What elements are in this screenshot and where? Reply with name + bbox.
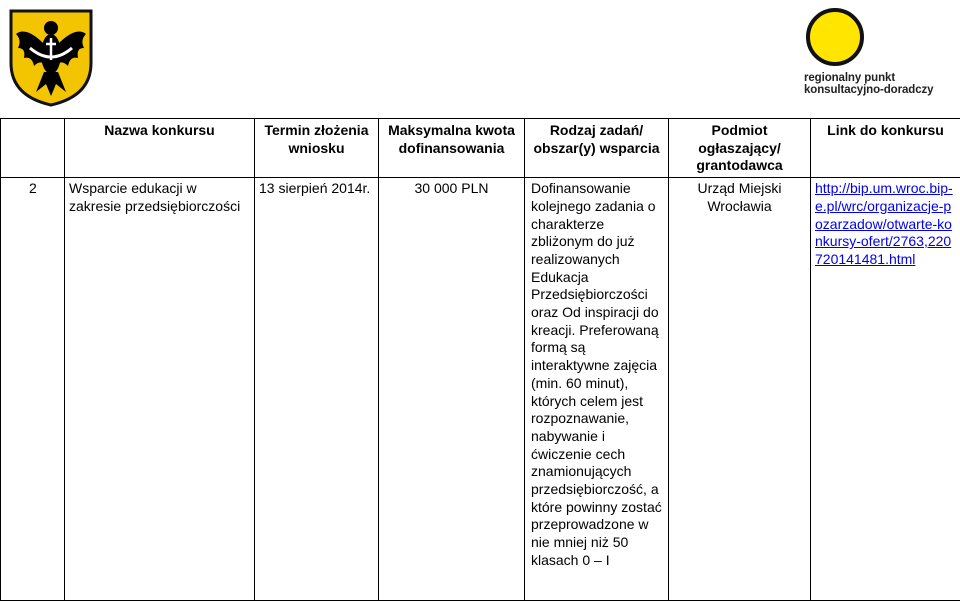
header-amount: Maksymalna kwota dofinansowania [379,119,525,178]
header-entity: Podmiot ogłaszający/ grantodawca [669,119,811,178]
header-type: Rodzaj zadań/ obszar(y) wsparcia [525,119,669,178]
cell-name: Wsparcie edukacji w zakresie przedsiębiorczości [65,178,255,601]
table-header-row [1,119,960,178]
yellow-circle-icon [806,8,864,66]
header-deadline: Termin złożenia wniosku [255,119,379,178]
header-name: Nazwa konkursu [65,119,255,178]
contest-link[interactable]: http://bip.um.wroc.bip-e.pl/wrc/organizacje-pozarzadow/otwarte-konkursy-ofert/2763,220720141481.html [815,180,953,267]
cell-entity: Urząd Miejski Wrocławia [669,178,811,601]
table-row [1,178,960,601]
cell-amount: 30 000 PLN [379,178,525,601]
cell-num: 2 [1,178,65,601]
rpk-logo-text: regionalny punkt konsultacyjno-doradczy [804,72,934,96]
page-header [0,0,960,118]
cell-type: Dofinansowanie kolejnego zadania o charakterze zbliżonym do już realizowanych Edukacja Przedsiębiorczości oraz Od inspiracji do kreacji. Preferowaną formą są interaktywne zajęcia (min. 60 minut), których celem jest rozpoznawanie, nabywanie i ćwiczenie cech znamionujących przedsiębiorczość, a które powinny zostać przeprowadzone w nie mniej niż 50 klasach 0 – I [525,178,669,601]
cell-deadline: 13 sierpień 2014r. [255,178,379,601]
cell-link [811,178,960,601]
grants-table [0,118,960,601]
silesian-eagle-crest-icon [8,8,94,108]
header-num [1,119,65,178]
header-link: Link do konkursu [811,119,960,178]
rpk-logo [796,6,936,102]
